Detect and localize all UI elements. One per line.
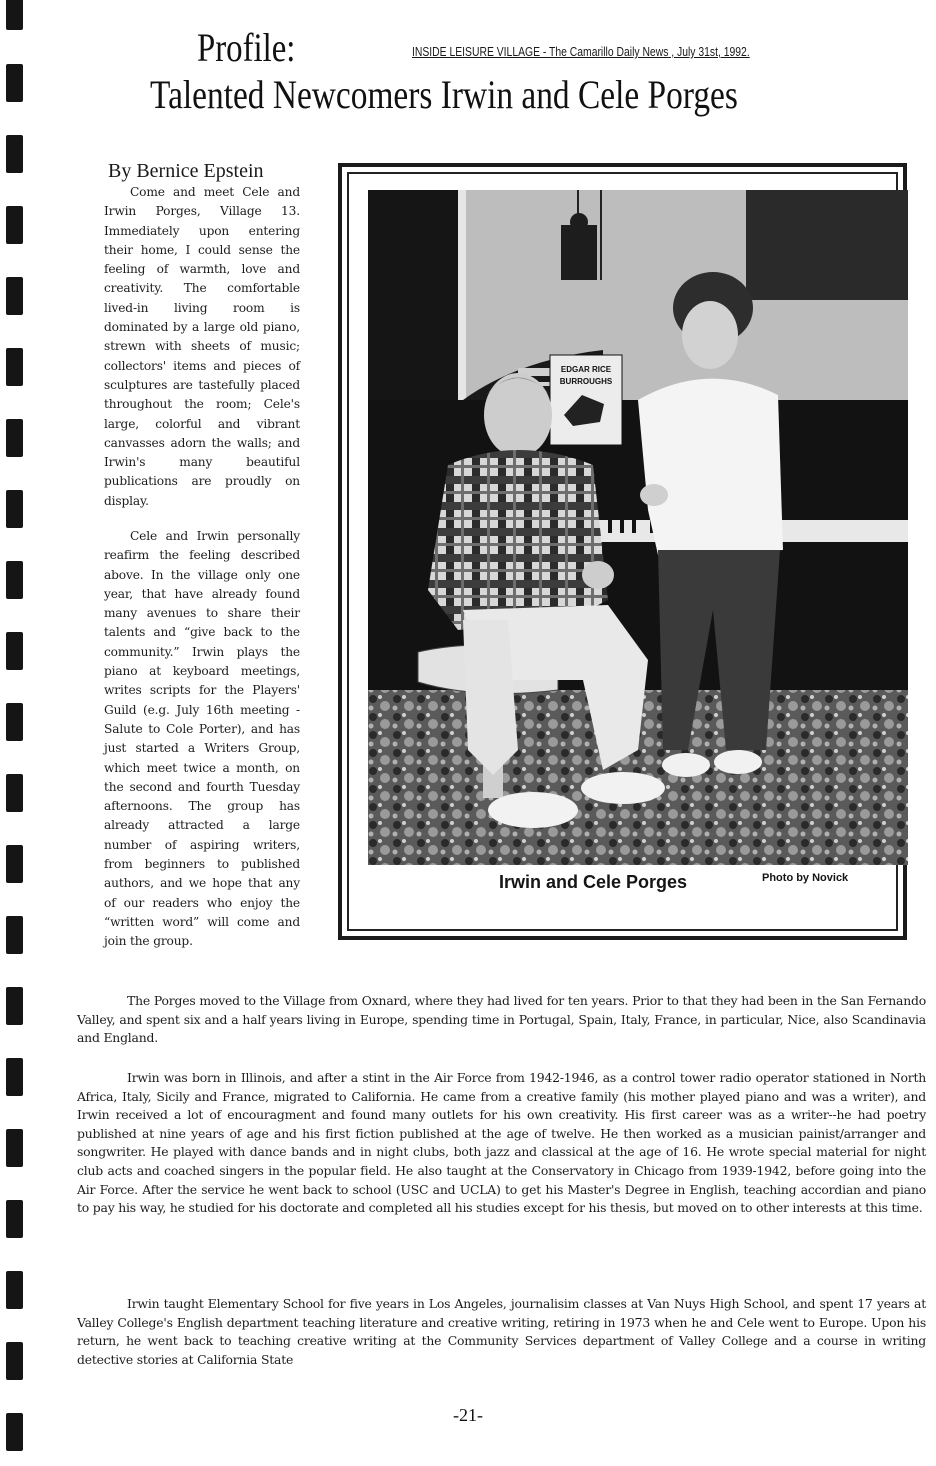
sidebar-column-bottom [104, 527, 300, 952]
svg-text:BURROUGHS: BURROUGHS [559, 377, 613, 386]
book-title-text: EDGAR RICE [560, 365, 612, 374]
paragraph: Cele and Irwin personally reafirm the feeling described above. In the village only one year, that have already found many avenues to share their talents and “give back to the community.” Irwin plays the piano at keyboard meetings, writes scripts for the Players' Guild (e.g. July 16th meeting - Salute to Cole Porter), and has just started a Writers Group, which meet twice a month, on the second and fourth Tuesday afternoons. The group has already attracted a large number of aspiring writers, from beginners to published authors, and we hope that any of our readers who enjoy the “written word” will come and join the group. [104, 529, 300, 949]
binding-hole [6, 1129, 23, 1167]
body-paragraph-1 [77, 992, 926, 1048]
sidebar-column-top [104, 183, 300, 511]
binding-hole [6, 703, 23, 741]
binding-hole [6, 774, 23, 812]
photo-illustration [368, 190, 908, 865]
binding-hole [6, 561, 23, 599]
article-headline: Talented Newcomers Irwin and Cele Porges [150, 72, 738, 117]
painting-left [368, 190, 463, 400]
binding-hole [6, 916, 23, 954]
binding-hole [6, 845, 23, 883]
binding-hole [6, 987, 23, 1025]
body-paragraph-3 [77, 1295, 926, 1369]
binding-hole [6, 490, 23, 528]
binding-hole [6, 135, 23, 173]
binding-hole [6, 419, 23, 457]
photo-caption: Irwin and Cele Porges [499, 872, 688, 892]
binding-hole [6, 1271, 23, 1309]
publication-source: INSIDE LEISURE VILLAGE - The Camarillo Daily News , July 31st, 1992. [412, 45, 750, 59]
binding-hole [6, 1342, 23, 1380]
binding-hole [6, 277, 23, 315]
hanging-lantern [561, 225, 597, 280]
binding-holes [6, 0, 24, 1466]
painting-right [746, 190, 908, 300]
body-paragraph-2 [77, 1069, 926, 1218]
photo-credit: Photo by Novick [762, 872, 849, 884]
binding-hole [6, 0, 23, 30]
byline: By Bernice Epstein [108, 160, 264, 182]
section-label: Profile: [197, 25, 296, 70]
binding-hole [6, 1058, 23, 1096]
binding-hole [6, 632, 23, 670]
page-number: -21- [453, 1405, 483, 1425]
photo-irwin-and-cele-porges [368, 190, 908, 865]
paragraph: Irwin taught Elementary School for five years in Los Angeles, journalisim classes at Van Nuys High School, and spent 17 years at Valley College's English department teaching literature and creative writing, retiring in 1973 when he and Cele went to Europe. Upon his return, he went back to teaching creative writing at the Community Services department of Valley College and a course in writing detective stories at California State [77, 1296, 926, 1367]
binding-hole [6, 206, 23, 244]
paragraph: Irwin was born in Illinois, and after a stint in the Air Force from 1942-1946, as a control tower radio operator stationed in North Africa, Italy, Sicily and France, migrated to California. He came from a creative family (his mother played piano and was a writer), and Irwin received a lot of encouragment and found many outlets for his own creativity. His first career was as a writer--he had poetry published at nine years of age and his first fiction published at the age of twelve. He then worked as a musician painist/arranger and songwriter. He played with dance bands and in night clubs, both jazz and classical at the age of 16. He wrote special material for night club acts and coached singers in the popular field. He also taught at the Conservatory in Chicago from 1939-1942, before going into the Air Force. After the service he went back to school (USC and UCLA) to get his Master's Degree in English, teaching accordian and piano to pay his way, he studied for his doctorate and completed all his studies except for his thesis, but moved on to other interests at this time. [77, 1070, 926, 1216]
binding-hole [6, 64, 23, 102]
binding-hole [6, 1200, 23, 1238]
paragraph: The Porges moved to the Village from Oxnard, where they had lived for ten years. Prior to that they had been in the San Fernando Valley, and spent six and a half years living in Europe, spending time in Portugal, Spain, Italy, France, in particular, Nice, also Scandinavia and England. [77, 993, 926, 1046]
binding-hole [6, 348, 23, 386]
paragraph: Come and meet Cele and Irwin Porges, Village 13. Immediately upon entering their home, I could sense the feeling of warmth, love and creativity. The comfortable lived-in living room is dominated by a large old piano, strewn with sheets of music; collectors' items and pieces of sculptures are tastefully placed throughout the room; Cele's large, colorful and vibrant canvasses adorn the walls; and Irwin's many beautiful publications are proudly on display. [104, 185, 300, 508]
